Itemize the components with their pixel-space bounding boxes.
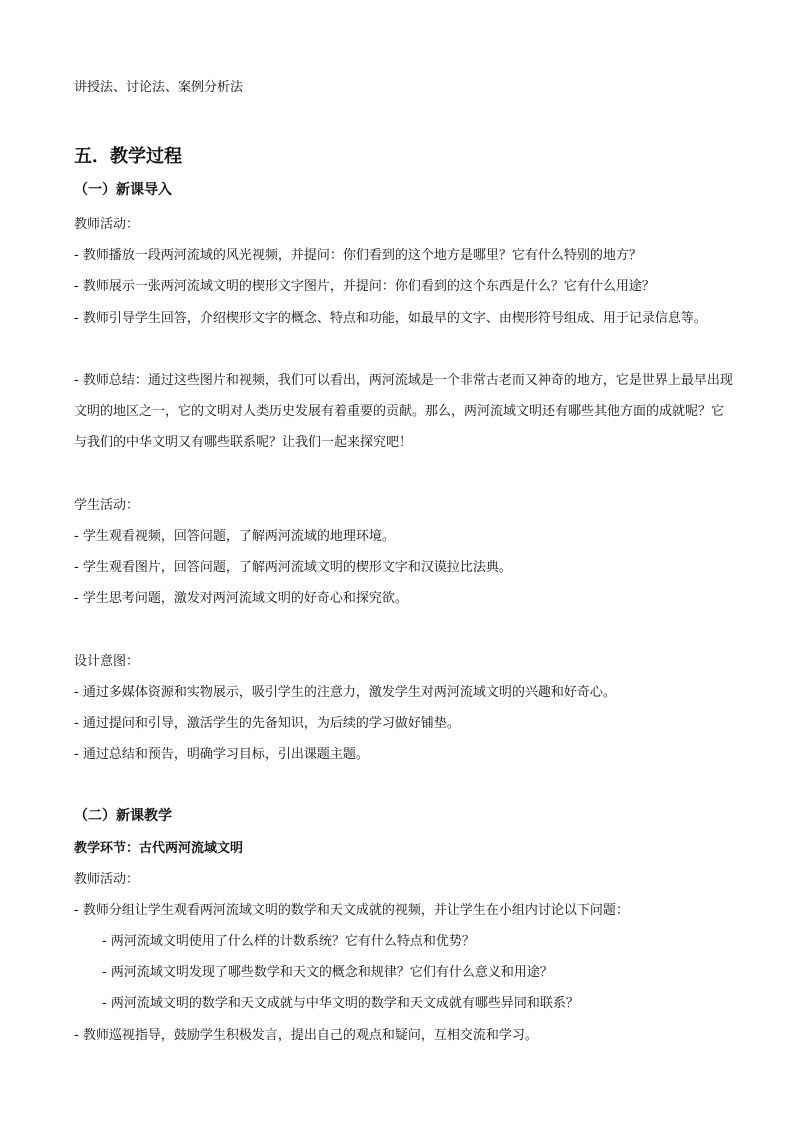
part1-title: （一）新课导入 xyxy=(74,182,172,198)
part2-question-1: - 两河流域文明使用了什么样的计数系统？它有什么特点和优势？ xyxy=(102,934,475,949)
part1-design-label: 设计意图： xyxy=(74,654,140,669)
part1-teacher-item-1: - 教师播放一段两河流域的风光视频，并提问：你们看到的这个地方是哪里？它有什么特别的地方？ xyxy=(74,248,642,263)
part2-question-2: - 两河流域文明发现了哪些数学和天文的概念和规律？它们有什么意义和用途？ xyxy=(102,965,553,980)
part1-teacher-item-2: - 教师展示一张两河流域文明的楔形文字图片，并提问：你们看到的这个东西是什么？它有什么用途？ xyxy=(74,279,655,294)
part2-title: （二）新课教学 xyxy=(74,808,172,824)
part2-teacher-item-1: - 教师分组让学生观看两河流域文明的数学和天文成就的视频，并让学生在小组内讨论以下问题： xyxy=(74,903,629,918)
part1-student-label: 学生活动： xyxy=(74,498,140,513)
part1-design-item-2: - 通过提问和引导，激活学生的先备知识，为后续的学习做好铺垫。 xyxy=(74,716,460,731)
part1-teacher-label: 教师活动： xyxy=(74,217,140,232)
part1-student-item-3: - 学生思考问题，激发对两河流域文明的好奇心和探究欲。 xyxy=(74,591,408,606)
teaching-methods: 讲授法、讨论法、案例分析法 xyxy=(74,80,244,95)
part1-student-item-1: - 学生观看视频，回答问题，了解两河流域的地理环境。 xyxy=(74,529,395,544)
part1-design-item-1: - 通过多媒体资源和实物展示，吸引学生的注意力，激发学生对两河流域文明的兴趣和好奇心。 xyxy=(74,685,616,700)
part1-student-item-2: - 学生观看图片，回答问题，了解两河流域文明的楔形文字和汉谟拉比法典。 xyxy=(74,560,512,575)
part1-teacher-item-3: - 教师引导学生回答，介绍楔形文字的概念、特点和功能，如最早的文字、由楔形符号组成、用于记录信息等。 xyxy=(74,311,707,326)
section-title: 五．教学过程 xyxy=(74,146,182,167)
part1-design-item-3: - 通过总结和预告，明确学习目标，引出课题主题。 xyxy=(74,747,369,762)
part1-teacher-item-4: - 教师总结：通过这些图片和视频，我们可以看出，两河流域是一个非常古老而又神奇的地方，它是世界上最早出现文明的地区之一，它的文明对人类历史发展有着重要的贡献。那么，两河流域文明还有哪些其他方面的成就呢？它与我们的中华文明又有哪些联系呢？让我们一起来探究吧！ xyxy=(74,373,733,450)
part2-teacher-label: 教师活动： xyxy=(74,872,140,887)
part2-question-3: - 两河流域文明的数学和天文成就与中华文明的数学和天文成就有哪些异同和联系？ xyxy=(102,996,579,1011)
part2-segment: 教学环节：古代两河流域文明 xyxy=(74,841,244,856)
part2-teacher-item-2: - 教师巡视指导，鼓励学生积极发言，提出自己的观点和疑问，互相交流和学习。 xyxy=(74,1028,538,1043)
